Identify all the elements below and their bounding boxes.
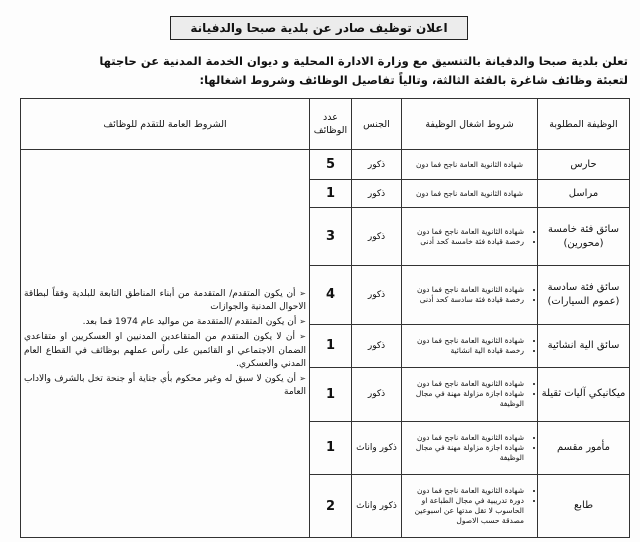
requirements-list <box>405 486 534 526</box>
requirements-list <box>405 433 534 463</box>
job-count: 2 <box>310 475 352 538</box>
requirement-item: • رخصة قيادة فئة سادسة كحد أدنى <box>405 295 524 305</box>
job-title: حارس <box>538 150 630 180</box>
table-header-row <box>21 99 630 150</box>
job-count: 1 <box>310 180 352 208</box>
header-sex: الجنس <box>352 99 402 150</box>
requirement-item: • رخصة قيادة الية انشائية <box>405 346 524 356</box>
job-count: 4 <box>310 266 352 324</box>
requirements-list <box>405 336 534 356</box>
intro-line-2: لتعبئة وظائف شاغرة بالفئة الثالثة، وتالياً تفاصيل الوظائف وشروط اشغالها: <box>199 73 628 87</box>
job-sex: ذكور واناث <box>352 475 402 538</box>
job-title: طابع <box>538 475 630 538</box>
job-requirements <box>402 367 538 421</box>
job-title: ميكانيكي آليات ثقيلة <box>538 367 630 421</box>
general-condition-item <box>24 330 306 371</box>
job-count: 3 <box>310 208 352 266</box>
job-requirements <box>402 208 538 266</box>
requirement-item: • شهادة اجازة مزاولة مهنة في مجال الوظيفة <box>405 389 524 409</box>
requirement-item: • شهادة الثانوية العامة ناجح فما دون <box>405 379 524 389</box>
arrow-bullet-icon: ➢ <box>299 317 306 327</box>
job-requirements <box>402 475 538 538</box>
intro-paragraph <box>28 52 628 90</box>
job-count: 1 <box>310 421 352 475</box>
job-requirements <box>402 266 538 324</box>
header-general-conditions: الشروط العامة للتقدم للوظائف <box>21 99 310 150</box>
job-title: مراسل <box>538 180 630 208</box>
announcement-title: اعلان توظيف صادر عن بلدية صبحا والدفيانة <box>170 16 468 40</box>
requirement-item: • شهادة اجازة مزاولة مهنة في مجال الوظيفة <box>405 443 524 463</box>
intro-line-1: تعلن بلدية صبحا والدفيانة بالتنسيق مع وزارة الادارة المحلية و ديوان الخدمة المدنية عن حاجتها <box>99 54 628 68</box>
requirement-item: شهادة الثانوية العامة ناجح فما دون <box>415 188 524 198</box>
job-count: 1 <box>310 367 352 421</box>
requirement-item: • شهادة الثانوية العامة ناجح فما دون <box>405 227 524 237</box>
requirements-list <box>405 285 534 305</box>
job-title: سائق فئة خامسة (محورين) <box>538 208 630 266</box>
job-sex: ذكور <box>352 208 402 266</box>
general-condition-text: أن يكون المتقدم/ المتقدمة من أبناء المناطق التابعة للبلدية وفقاً لبطاقة الاحوال المدنية والجوازات <box>24 288 306 312</box>
requirement-item: • شهادة الثانوية العامة ناجح فما دون <box>405 285 524 295</box>
requirement-item: • رخصة قيادة فئة خامسة كحد أدنى <box>405 237 524 247</box>
header-requirements: شروط اشغال الوظيفة <box>402 99 538 150</box>
general-condition-item <box>24 315 306 329</box>
arrow-bullet-icon: ➢ <box>299 373 306 383</box>
arrow-bullet-icon: ➢ <box>299 288 306 298</box>
header-count: عدد الوظائف <box>310 99 352 150</box>
general-condition-item <box>24 372 306 399</box>
job-requirements <box>402 180 538 208</box>
job-count: 1 <box>310 324 352 367</box>
job-requirements <box>402 324 538 367</box>
requirements-list <box>405 379 534 409</box>
requirement-item: • دورة تدريبية في مجال الطباعة او الحاسوب لا تقل مدتها عن اسبوعين مصدقة حسب الاصول <box>405 496 524 526</box>
job-title: مأمور مقسم <box>538 421 630 475</box>
requirement-item: شهادة الثانوية العامة ناجح فما دون <box>415 159 524 169</box>
requirements-list <box>405 227 534 247</box>
job-title: سائق الية انشائية <box>538 324 630 367</box>
jobs-table <box>20 98 630 538</box>
requirement-item: • شهادة الثانوية العامة ناجح فما دون <box>405 336 524 346</box>
job-sex: ذكور <box>352 367 402 421</box>
job-sex: ذكور <box>352 150 402 180</box>
job-requirements <box>402 421 538 475</box>
table-row <box>21 150 630 180</box>
job-title: سائق فئة سادسة (عموم السيارات) <box>538 266 630 324</box>
job-sex: ذكور <box>352 266 402 324</box>
general-condition-text: أن يكون المتقدم /المتقدمة من مواليد عام 1974 فما بعد. <box>82 317 297 328</box>
general-conditions <box>21 150 310 538</box>
job-count: 5 <box>310 150 352 180</box>
job-requirements <box>402 150 538 180</box>
general-condition-text: أن يكون لا سبق له وغير محكوم بأي جناية أو جنحة تخل بالشرف والاداب العامة <box>24 373 306 398</box>
requirement-item: • شهادة الثانوية العامة ناجح فما دون <box>405 486 524 496</box>
arrow-bullet-icon: ➢ <box>299 332 306 342</box>
general-condition-text: أن لا يكون المتقدم من المتقاعدين المدنيين او العسكريين او متقاعدي الضمان الاجتماعي او القائمين على رأس عملهم بوظائف في القطاع العام المدني والعسكري. <box>24 332 306 369</box>
job-sex: ذكور <box>352 180 402 208</box>
general-condition-item <box>24 287 306 314</box>
job-sex: ذكور <box>352 324 402 367</box>
job-sex: ذكور واناث <box>352 421 402 475</box>
requirement-item: • شهادة الثانوية العامة ناجح فما دون <box>405 433 524 443</box>
header-job: الوظيفة المطلوبة <box>538 99 630 150</box>
